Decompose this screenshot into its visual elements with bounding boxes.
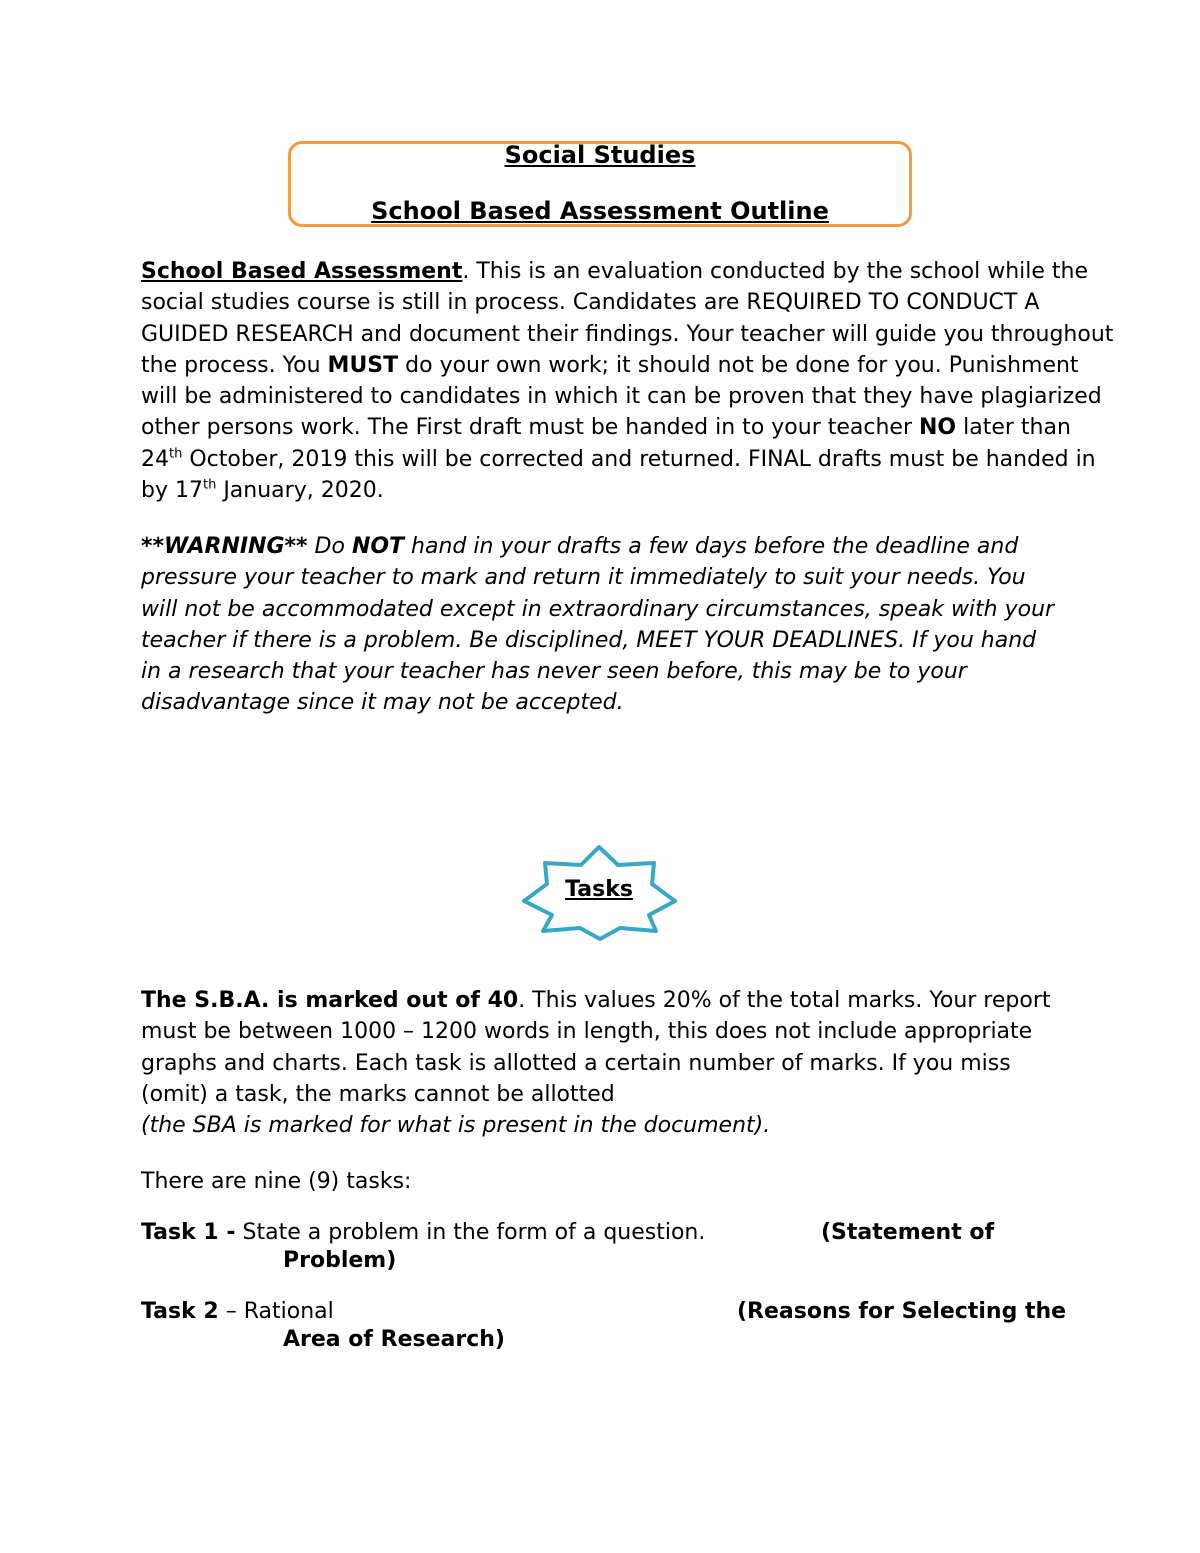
marks-note: (the SBA is marked for what is present in the document).	[141, 1113, 771, 1139]
task-category: (Statement of	[821, 1220, 995, 1245]
task-count-line: There are nine (9) tasks:	[141, 1169, 412, 1194]
marks-text: . This values 20% of the total marks. Your report must be between 1000 – 1200 words in length, this does not include appropriate graphs and charts. Each task is allotted a certain number of marks. If you miss (omit) a task, the marks cannot be allotted	[141, 988, 1051, 1107]
marks-paragraph	[141, 985, 1061, 1141]
task-label: Task 1 -	[141, 1220, 236, 1245]
intro-text-4: October, 2019 this will be corrected and returned. FINAL drafts must be handed in by 17	[141, 446, 1096, 504]
task-item	[141, 1299, 1101, 1359]
task-category: (Reasons for Selecting the	[737, 1299, 1067, 1324]
warning-not: NOT	[351, 534, 405, 559]
intro-must: MUST	[327, 352, 399, 378]
warning-text-2: hand in your drafts a few days before the deadline and pressure your teacher to mark and return it immediately to suit your needs. You will not be accommodated except in extraordinary circumstances, speak with your teacher if there is a problem. Be disciplined, MEET YOUR DEADLINES. If you hand in a research that your teacher has never seen before, this may be to your disadvantage since it may not be accepted.	[141, 534, 1055, 716]
marks-lead: The S.B.A. is marked out of 40	[141, 988, 519, 1013]
intro-sup-2: th	[202, 477, 217, 493]
document-title: Social Studies	[504, 141, 696, 169]
intro-sup-1: th	[169, 446, 183, 462]
task-category-continued: Area of Research)	[283, 1327, 505, 1352]
document-subtitle: School Based Assessment Outline	[371, 197, 829, 225]
task-head	[141, 1220, 705, 1245]
tasks-star-badge	[520, 845, 678, 941]
warning-label: **WARNING**	[141, 534, 308, 559]
intro-no: NO	[918, 415, 957, 441]
intro-text-2: do your own work; it should not be done for you. Punishment will be administered to candidates in which it can be proven that they have plagiarized other persons work. The First draft must be handed in to your teacher	[141, 352, 1102, 441]
task-item	[141, 1220, 1101, 1280]
intro-text-3: later than 24	[141, 415, 1071, 472]
task-description: – Rational	[218, 1299, 334, 1324]
task-head	[141, 1299, 334, 1324]
warning-text-1: Do	[307, 534, 352, 559]
intro-paragraph	[141, 256, 1116, 506]
tasks-label: Tasks	[565, 877, 633, 902]
task-description: State a problem in the form of a question.	[235, 1220, 706, 1245]
task-category-continued: Problem)	[283, 1248, 397, 1273]
warning-paragraph	[141, 531, 1061, 719]
intro-text-5: January, 2020.	[216, 478, 384, 504]
intro-lead: School Based Assessment	[141, 259, 463, 284]
task-label: Task 2	[141, 1299, 219, 1324]
intro-text-1: . This is an evaluation conducted by the school while the social studies course is still in process. Candidates are REQUIRED TO CONDUCT A GUIDED RESEARCH and document their findings. Your teacher will guide you throughout the process. You	[141, 259, 1114, 378]
